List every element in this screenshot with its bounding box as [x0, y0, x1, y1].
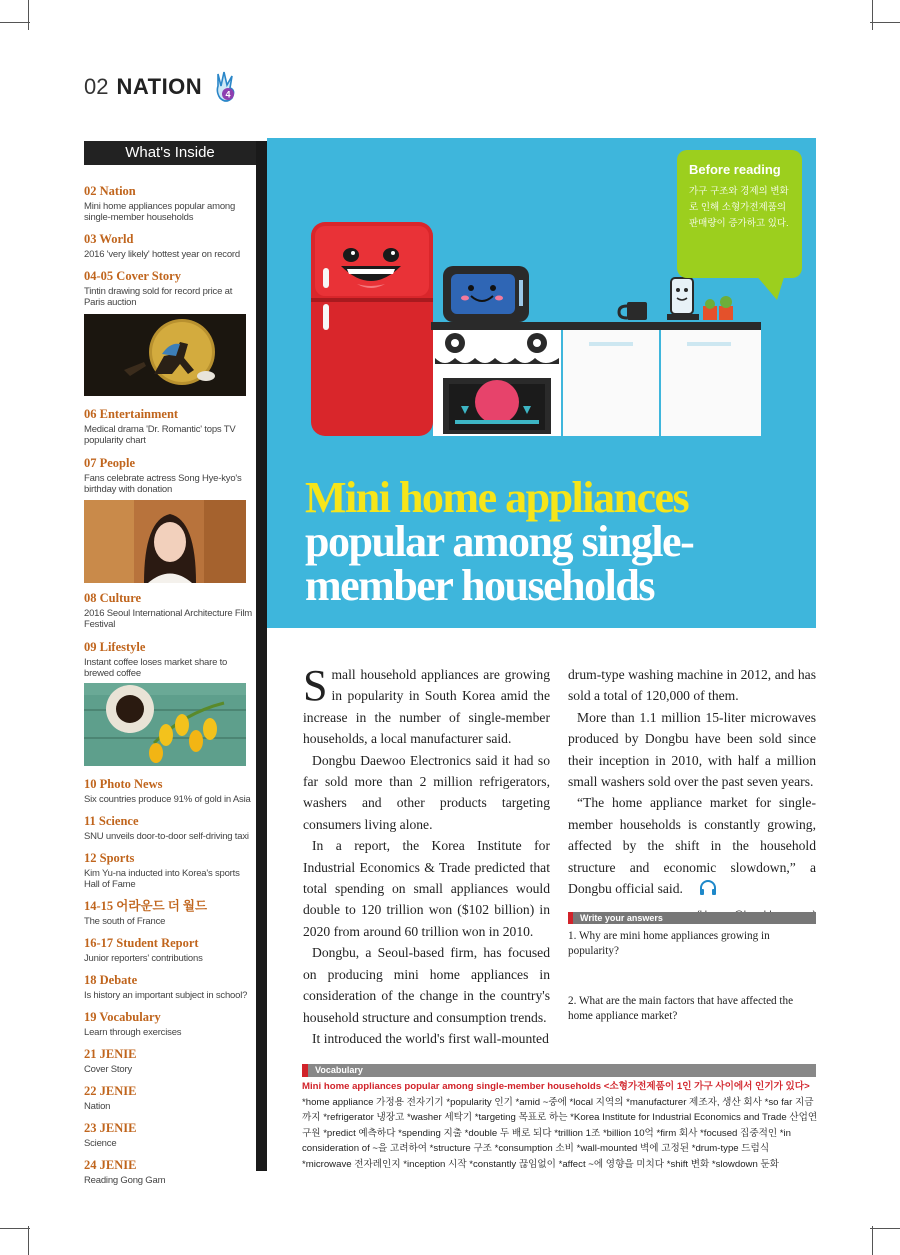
toc-desc: The south of France: [84, 916, 166, 927]
toc-desc: Kim Yu-na inducted into Korea's sports Hall of Fame: [84, 868, 240, 890]
headline-line-2: popular among single-: [305, 517, 694, 566]
toc-item[interactable]: [84, 814, 254, 842]
article-paragraph: “The home appliance market for single-member households is constantly growing, affected by the shift in the household structure and economic slowdown,” a Dongbu official said.: [568, 795, 816, 897]
vocabulary-header: [302, 1064, 816, 1077]
crop-mark: [872, 0, 873, 30]
article-paragraph: Dongbu, a Seoul-based firm, has focused on producing mini home appliances in consideration of the change in the country's household structure and consumption trends.: [303, 945, 550, 1025]
toc-desc: 2016 'very likely' hottest year on record: [84, 249, 240, 260]
article-paragraph: drum-type washing machine in 2012, and has sold a total of 120,000 of them.: [568, 667, 816, 704]
microwave-illustration: [443, 266, 529, 322]
vocabulary-highlight: Mini home appliances popular among single-member households <소형가전제품이 1인 가구 사이에서 인기가 있다>: [302, 1081, 810, 1092]
bubble-tail-icon: [755, 274, 785, 300]
drop-cap: S: [303, 661, 328, 710]
article-paragraph: It introduced the world's first wall-mounted: [312, 1030, 549, 1046]
toc-desc: Mini home appliances popular among single-member households: [84, 201, 236, 223]
headline-line-3: member households: [305, 561, 654, 610]
toc-desc: Junior reporters' contributions: [84, 953, 203, 964]
toc-item[interactable]: [84, 407, 254, 446]
toc-title: 04-05 Cover Story: [84, 269, 181, 283]
svg-text:4: 4: [225, 89, 231, 100]
section-marker: [568, 912, 573, 924]
headline: [305, 473, 805, 610]
toc-desc: Learn through exercises: [84, 1027, 182, 1038]
toc-item[interactable]: [84, 232, 254, 260]
before-reading-text: 가구 구조와 경제의 변화로 인해 소형가전제품의 판매량이 증가하고 있다.: [689, 186, 789, 229]
toc-title: 22 JENIE: [84, 1084, 137, 1098]
toc-title: 12 Sports: [84, 851, 135, 865]
toc-title: 09 Lifestyle: [84, 640, 146, 654]
toc-desc: Reading Gong Gam: [84, 1175, 166, 1186]
headline-line-1: Mini home appliances: [305, 473, 689, 522]
sidebar-divider: [256, 141, 267, 1171]
toc-item[interactable]: [84, 777, 254, 805]
crop-mark: [0, 22, 30, 23]
toc-desc: Fans celebrate actress Song Hye-kyo's birthday with donation: [84, 473, 242, 495]
crop-mark: [870, 1228, 900, 1229]
sidebar-title: What's Inside: [84, 141, 256, 165]
toc-item[interactable]: [84, 899, 254, 927]
crop-mark: [28, 0, 29, 30]
toc-item[interactable]: [84, 973, 254, 1001]
crop-mark: [28, 1226, 29, 1255]
toc-desc: Science: [84, 1138, 117, 1149]
vocabulary-label: Vocabulary: [315, 1065, 363, 1075]
toc-item[interactable]: [84, 1047, 254, 1075]
toc-desc: 2016 Seoul International Architecture Film Festival: [84, 608, 252, 630]
toc-desc: Is history an important subject in school?: [84, 990, 248, 1001]
toc-title: 16-17 Student Report: [84, 936, 199, 950]
toc-title: 19 Vocabulary: [84, 1010, 161, 1024]
toc-desc: Six countries produce 91% of gold in Asia: [84, 794, 251, 805]
toc-desc: Tintin drawing sold for record price at Paris auction: [84, 286, 233, 308]
toc-desc: Medical drama 'Dr. Romantic' tops TV popularity chart: [84, 424, 236, 446]
page-number: 02: [84, 74, 109, 99]
section-marker: [302, 1064, 308, 1077]
toc-item[interactable]: [84, 184, 254, 223]
toc-item[interactable]: [84, 1010, 254, 1038]
toc-desc: Cover Story: [84, 1064, 132, 1075]
toc-item[interactable]: [84, 591, 254, 630]
article-column-left: [303, 661, 550, 1049]
toc-title: 08 Culture: [84, 591, 142, 605]
article-paragraph: More than 1.1 million 15-liter microwaves produced by Dongbu have been sold since their inception in 2010, with half a million small washers sold over the past seven years.: [568, 709, 816, 790]
toc-item[interactable]: [84, 1084, 254, 1112]
toc-item[interactable]: [84, 269, 254, 308]
toc-item[interactable]: [84, 851, 254, 890]
toc-desc: Nation: [84, 1101, 111, 1112]
question-1: 1. Why are mini home appliances growing in popularity?: [568, 930, 770, 957]
crop-mark: [0, 1228, 30, 1229]
vocabulary-body: *home appliance 가정용 전자기기 *popularity 인기 *amid ~중에 *local 지역의 *manufacturer 제조자, 생산 회사 *so far 지금까지 *refrigerator 냉장고 *washer 세탁기 *targeting 목표로 하는 *Korea Institute for Industrial Economics and Trade 산업연구원 *predict 예측하다 *spending 지출 *double 두 배로 되다 *trillion 1조 *billion 10억 *firm 회사 *focused 집중적인 *in consideration of ~을 고려하여 *structure 구조 *consumption 소비 *wall-mounted 벽에 고정된 *drum-type 드럼식 *microwave 전자레인지 *inception 시작 *constantly 끊임없이 *affect ~에 영향을 미치다 *shift 변화 *slowdown 둔화: [302, 1096, 818, 1170]
sidebar: [84, 141, 256, 165]
toc-item[interactable]: [84, 456, 254, 495]
toc-title: 14-15 어라운드 더 월드: [84, 899, 208, 913]
toc-title: 21 JENIE: [84, 1047, 137, 1061]
thumbnail-tintin: [84, 314, 246, 396]
toc-item[interactable]: [84, 1121, 254, 1149]
vocabulary-text: [302, 1079, 818, 1173]
thumbnail-coffee: [84, 683, 246, 766]
toc-title: 03 World: [84, 232, 134, 246]
page-header: [84, 70, 242, 104]
before-reading-bubble: [677, 150, 802, 278]
article-column-right: [568, 664, 816, 927]
toc-desc: Instant coffee loses market share to brewed coffee: [84, 657, 228, 679]
toc-desc: SNU unveils door-to-door self-driving taxi: [84, 831, 249, 842]
toc-title: 18 Debate: [84, 973, 138, 987]
toc-title: 23 JENIE: [84, 1121, 137, 1135]
toc-title: 10 Photo News: [84, 777, 163, 791]
article-paragraph: Dongbu Daewoo Electronics said it had so far sold more than 2 million refrigerators, washers and other products targeting consumers living alone.: [303, 752, 550, 832]
article-paragraph: In a report, the Korea Institute for Industrial Economics & Trade predicted that total spending on small appliances would double to 120 trillion won ($102 billion) in 2020 from around 60 trillion won in 2010.: [303, 838, 550, 939]
toc-title: 11 Science: [84, 814, 139, 828]
toc-item[interactable]: [84, 640, 254, 679]
section-title: NATION: [116, 74, 203, 99]
write-your-answers-header: [568, 912, 816, 924]
toc-title: 24 JENIE: [84, 1158, 137, 1172]
toc-title: 02 Nation: [84, 184, 136, 198]
toc-title: 07 People: [84, 456, 136, 470]
question-2: 2. What are the main factors that have affected the home appliance market?: [568, 995, 794, 1022]
toc-item[interactable]: [84, 1158, 254, 1186]
write-your-answers-label: Write your answers: [580, 913, 663, 923]
refrigerator-illustration: [311, 222, 433, 436]
hand-logo-icon: [212, 70, 242, 104]
before-reading-title: Before reading: [689, 162, 781, 177]
headphones-icon[interactable]: [690, 879, 717, 901]
crop-mark: [870, 22, 900, 23]
toc-item[interactable]: [84, 936, 254, 964]
thumbnail-actress: [84, 500, 246, 583]
toc-title: 06 Entertainment: [84, 407, 179, 421]
article-paragraph: mall household appliances are growing in popularity in South Korea amid the increase in the number of single-member households, a local manufacturer said.: [303, 667, 550, 747]
crop-mark: [872, 1226, 873, 1255]
